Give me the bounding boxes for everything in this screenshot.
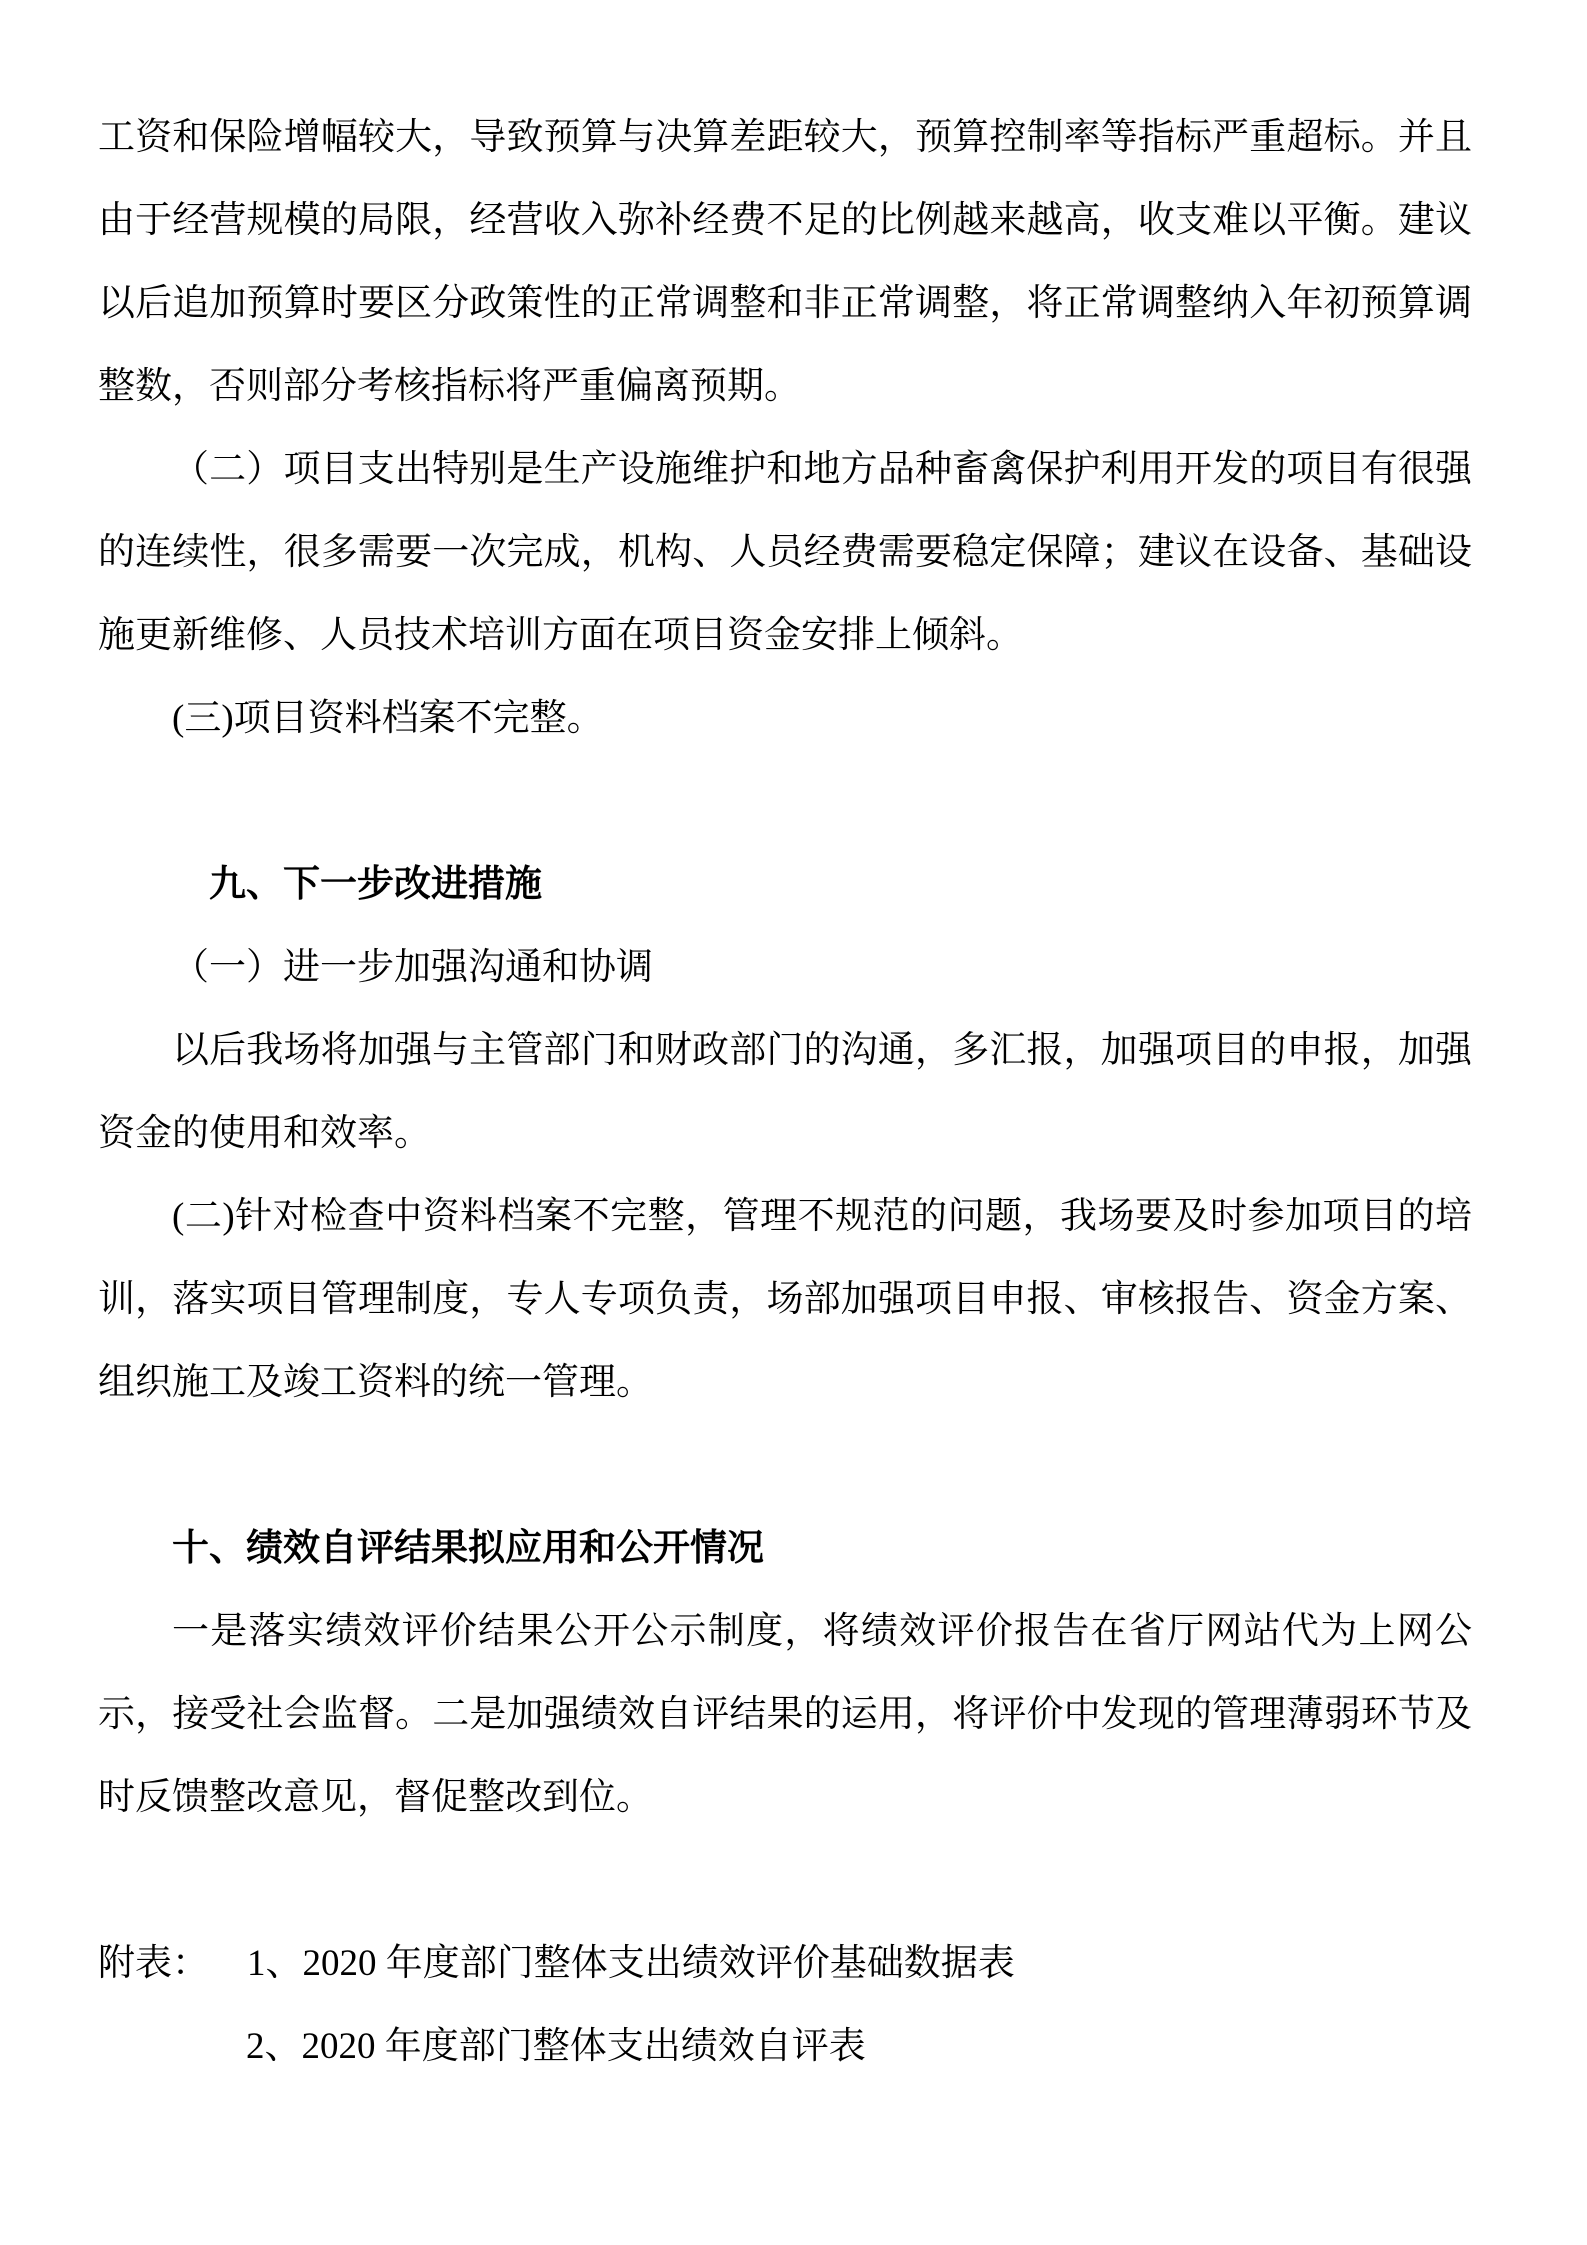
sub-heading-one: （一）进一步加强沟通和协调 <box>172 947 653 988</box>
section-heading-nine: 九、下一步改进措施 <box>209 864 542 905</box>
paragraph-item-two-b: (二)针对检查中资料档案不完整，管理不规范的问题，我场要及时参加项目的培训，落实项目管理制度，专人专项负责，场部加强项目申报、审核报告、资金方案、组织施工及竣工资料的统一管理。 <box>98 1196 1472 1403</box>
paragraph-carryover: 工资和保险增幅较大，导致预算与决算差距较大，预算控制率等指标严重超标。并且由于经营规模的局限，经营收入弥补经费不足的比例越来越高，收支难以平衡。建议以后追加预算时要区分政策性的正常调整和非正常调整，将正常调整纳入年初预算调整数，否则部分考核指标将严重偏离预期。 <box>98 117 1472 407</box>
paragraph-item-two: （二）项目支出特别是生产设施维护和地方品种畜禽保护利用开发的项目有很强的连续性，很多需要一次完成，机构、人员经费需要稳定保障；建议在设备、基础设施更新维修、人员技术培训方面在项目资金安排上倾斜。 <box>98 449 1472 656</box>
attachment-label: 附表： <box>98 1943 209 1984</box>
section-heading-ten: 十、绩效自评结果拟应用和公开情况 <box>172 1528 764 1569</box>
paragraph-item-three: (三)项目资料档案不完整。 <box>172 698 604 739</box>
attachment-item-1: 1、2020 年度部门整体支出绩效评价基础数据表 <box>247 1943 1015 1984</box>
attachment-line-1 <box>98 1922 1472 2005</box>
attachment-line-2 <box>98 2005 1472 2088</box>
attachment-item-2: 2、2020 年度部门整体支出绩效自评表 <box>246 2026 866 2067</box>
paragraph-communication: 以后我场将加强与主管部门和财政部门的沟通，多汇报，加强项目的申报，加强资金的使用和效率。 <box>98 1030 1472 1154</box>
paragraph-publicity: 一是落实绩效评价结果公开公示制度，将绩效评价报告在省厅网站代为上网公示，接受社会监督。二是加强绩效自评结果的运用，将评价中发现的管理薄弱环节及时反馈整改意见，督促整改到位。 <box>98 1611 1472 1818</box>
